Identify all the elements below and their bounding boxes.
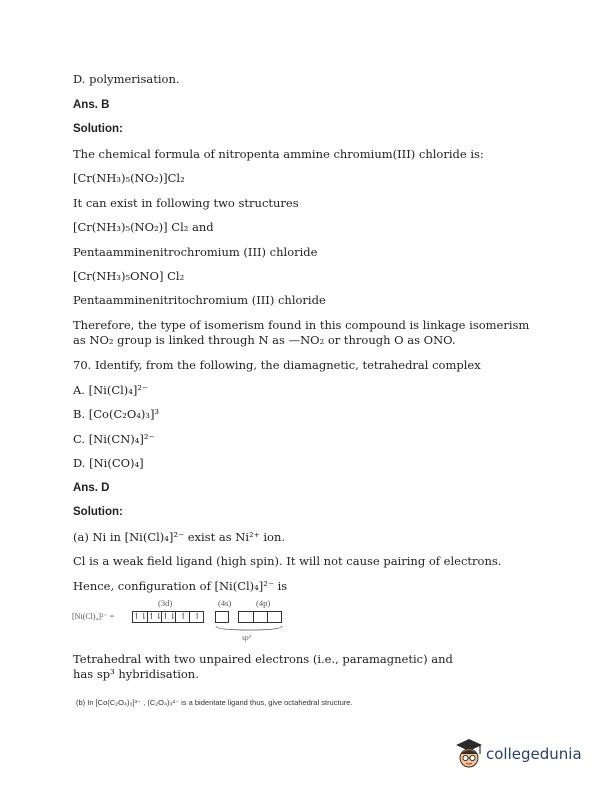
label-3d: (3d) bbox=[158, 598, 173, 608]
solution-heading: Solution: bbox=[73, 123, 123, 135]
formula-line: [Cr(NH₃)₅(NO₂)]Cl₂ bbox=[73, 171, 185, 185]
orbital-cell: ↿⇂ bbox=[148, 612, 163, 622]
formula-line: [Cr(NH₃)₅(NO₂)] Cl₂ and bbox=[73, 220, 214, 234]
orbital-diagram bbox=[72, 598, 302, 642]
option-b: B. [Co(C₂O₄)₃]³ bbox=[73, 407, 160, 421]
option-a: A. [Ni(Cl)₄]²⁻ bbox=[73, 383, 149, 397]
option-d: D. [Ni(CO)₄] bbox=[73, 456, 144, 470]
orbital-cell: ↿ bbox=[175, 612, 190, 622]
hybrid-label: sp³ bbox=[242, 633, 251, 642]
orbital-cell bbox=[253, 612, 268, 622]
orbital-box-4p bbox=[238, 611, 282, 623]
option-c: C. [Ni(CN)₄]²⁻ bbox=[73, 432, 155, 446]
orbital-cell bbox=[267, 612, 282, 622]
species-label: [Ni(Cl)₄]²⁻ = bbox=[72, 612, 115, 621]
solution-text: The chemical formula of nitropenta ammine chromium(III) chloride is: bbox=[73, 147, 484, 161]
label-4s: (4s) bbox=[218, 598, 232, 608]
solution-text: Hence, configuration of [Ni(Cl)₄]²⁻ is bbox=[73, 579, 288, 593]
option-d-polymerisation: D. polymerisation. bbox=[73, 72, 180, 86]
solution-text: Therefore, the type of isomerism found in this compound is linkage isomerism bbox=[73, 318, 530, 332]
solution-heading: Solution: bbox=[73, 506, 123, 518]
orbital-cell: ↿ bbox=[189, 612, 204, 622]
question-70: 70. Identify, from the following, the diamagnetic, tetrahedral complex bbox=[73, 358, 481, 372]
graduate-mascot-icon bbox=[453, 736, 485, 772]
solution-part-b: (b) In [Co(C₂O₄)₃]³⁻ , (C₂O₄)₃²⁻ is a bidentate ligand thus, give octahedral structure. bbox=[76, 698, 353, 707]
solution-text: Tetrahedral with two unpaired electrons (i.e., paramagnetic) and bbox=[73, 652, 453, 666]
answer-label: Ans. D bbox=[73, 482, 110, 494]
label-4p: (4p) bbox=[256, 598, 271, 608]
hybrid-brace-icon bbox=[215, 625, 283, 633]
orbital-cell: ↿⇂ bbox=[162, 612, 177, 622]
solution-text: It can exist in following two structures bbox=[73, 196, 299, 210]
orbital-box-3d bbox=[132, 611, 204, 623]
collegedunia-logo-text: collegedunia bbox=[486, 745, 582, 763]
orbital-box-4s bbox=[215, 611, 229, 623]
solution-text: Cl is a weak field ligand (high spin). It will not cause pairing of electrons. bbox=[73, 554, 502, 568]
solution-text: as NO₂ group is linked through N as —NO₂ or through O as ONO. bbox=[73, 333, 456, 347]
compound-name: Pentaamminenitritochromium (III) chloride bbox=[73, 293, 326, 307]
solution-text: (a) Ni in [Ni(Cl)₄]²⁻ exist as Ni²⁺ ion. bbox=[73, 530, 286, 544]
formula-line: [Cr(NH₃)₅ONO] Cl₂ bbox=[73, 269, 185, 283]
answer-label: Ans. B bbox=[73, 99, 110, 111]
orbital-cell: ↿⇂ bbox=[133, 612, 148, 622]
compound-name: Pentaamminenitrochromium (III) chloride bbox=[73, 245, 318, 259]
solution-text: has sp³ hybridisation. bbox=[73, 667, 199, 681]
